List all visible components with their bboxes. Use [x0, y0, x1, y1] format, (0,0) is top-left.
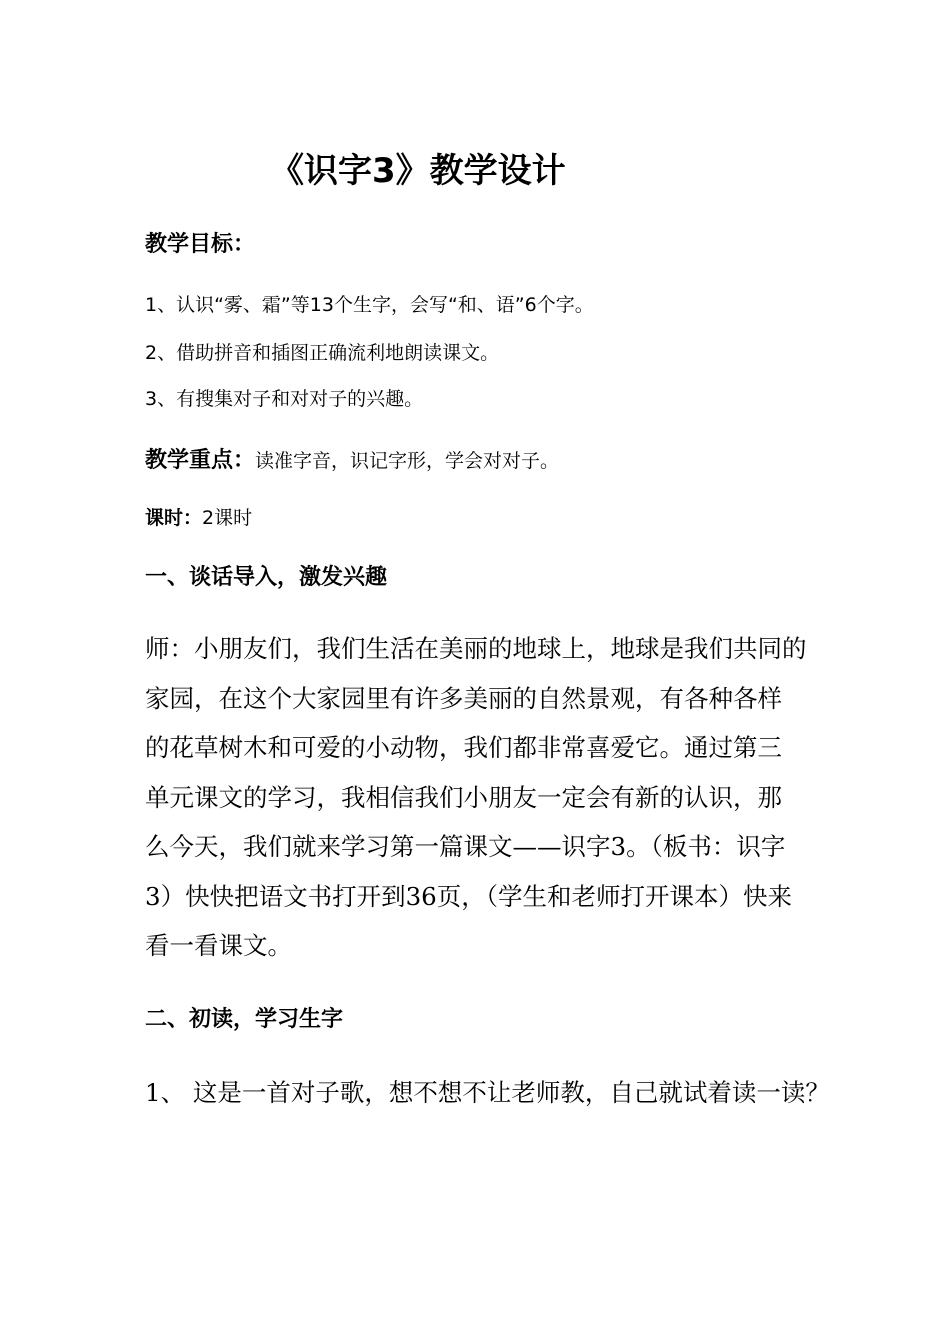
- goal-item-2: 2、借助拼音和插图正确流利地朗读课文。: [145, 342, 500, 364]
- section1-paragraph: [145, 624, 815, 971]
- hours-text: 2课时: [202, 507, 253, 529]
- section1-heading: 一、谈话导入，激发兴趣: [145, 565, 388, 590]
- paragraph-line: 3）快快把语文书打开到36页，（学生和老师打开课本）快来: [145, 881, 793, 911]
- hours-line: [145, 505, 252, 531]
- key-points-line: [145, 446, 559, 476]
- goals-heading: 教学目标：: [145, 232, 256, 257]
- paragraph-line: 师：小朋友们，我们生活在美丽的地球上，地球是我们共同的: [145, 634, 807, 663]
- hours-label: 课时：: [145, 507, 203, 529]
- section2-question: 1、 这是一首对子歌，想不想不让老师教，自己就试着读一读？: [145, 1078, 830, 1107]
- paragraph-line: 的花草树木和可爱的小动物，我们都非常喜爱它。通过第三: [145, 733, 782, 762]
- paragraph-line: 家园，在这个大家园里有许多美丽的自然景观，有各种各样: [145, 683, 782, 713]
- key-points-label: 教学重点：: [145, 448, 256, 473]
- key-points-text: 读准字音，识记字形，学会对对子。: [255, 450, 560, 472]
- document-title: 《识字3》教学设计: [270, 151, 566, 191]
- paragraph-line: 单元课文的学习，我相信我们小朋友一定会有新的认识，那: [145, 782, 782, 812]
- section2-heading: 二、初读，学习生字: [145, 1007, 344, 1032]
- paragraph-line: 看一看课文。: [145, 931, 292, 960]
- paragraph-line: 么今天，我们就来学习第一篇课文——识字3。（板书：识字: [145, 832, 786, 861]
- goal-item-3: 3、有搜集对子和对对子的兴趣。: [145, 388, 424, 410]
- goal-item-1: 1、认识“雾、霜”等13个生字，会写“和、语”6个字。: [145, 294, 594, 316]
